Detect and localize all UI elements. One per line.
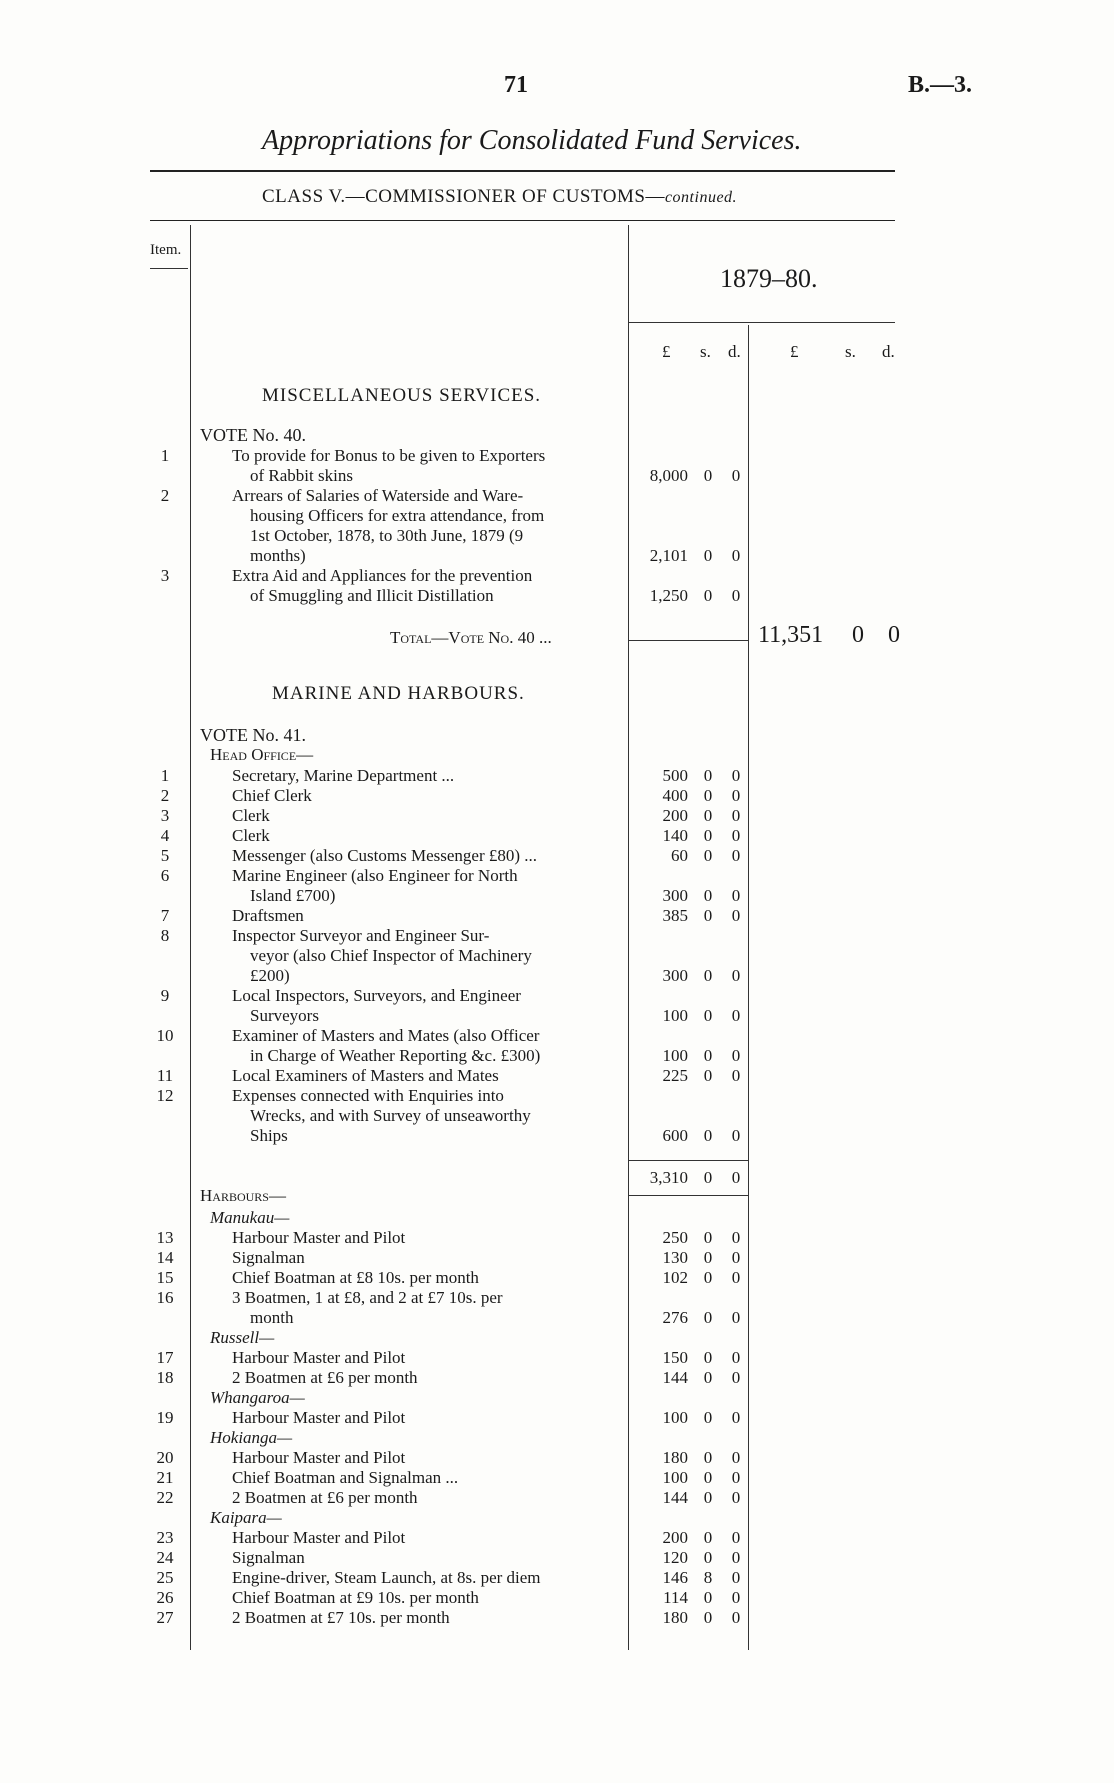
amount-pounds: 180: [662, 1608, 688, 1627]
amount-pounds: 150: [662, 1348, 688, 1367]
item-number: 9: [160, 986, 170, 1005]
item-number: 8: [160, 926, 170, 945]
amount-shillings: 0: [703, 1448, 713, 1467]
amount-pounds: 146: [662, 1568, 688, 1587]
amount-pounds: 8,000: [649, 466, 688, 485]
document-page: 71 B.—3. Appropriations for Consolidated Fund Services. CLASS V.—COMMISSIONER OF CUSTOMS—continued. Item. 1879–80. £ s. d. £ s. d. MISCELLANEOUS SERVICES. VOTE No. 40. 1 To provide for Bonus to be given to Exporters of Rabbit skins 8,000 0 0 2 Arrears of Salaries of Waterside and Ware- housing Officers for extra attendance, from 1st October, 1878, to 30th June, 1879 (9 months) 2,101 0 0 3 Extra Aid and Appliances for the prevention of Smuggling and Illicit Distillation 1,250 0 0 Total—Vote No. 40 ... 11,351 0 0 MARINE AND HARBOURS. VOTE No. 41. Head Office— 1 Secretary, Marine Department ... 500 0 0 2 Chief Clerk 400 0 0 3 Clerk 200 0 0 4 Clerk 140 0 0 5 Messenger (also Customs Messenger £80) ... 60 0 0 6 Marine Engineer (also Engineer for North Island £700) 300 0 0 7 Draftsmen 385 0 0 8 Inspector Surveyor and Engineer Sur- veyor (also Chief Inspector of Machinery £200) 300 0 0 9 Local Inspectors, Surveyors, and Engineer Surveyors 100 0 0 10 Examiner of Masters and Mates (also Officer in Charge of Weather Reporting &c. £300) 100 0 0 11 Local Examiners of Masters and Mates 225 0 0 12 Expenses connected with Enquiries into Wrecks, and with Survey of unseaworthy Ships 600 0 0 3,310 0 0 Harbours— Manukau— 13 Harbour Master and Pilot 250 0 0 14 Signalman 130 0 0 15 Chief Boatman at £8 10s. per month 102 0 0 16 3 Boatmen, 1 at £8, and 2 at £7 10s. per month 276 0 0 Russell— 17 Harbour Master and Pilot 150 0 0 18 2 Boatmen at £6 per month 144 0 0 Whangaroa— 19 Harbour Master and Pilot 100 0 0 Hokianga— 20 Harbour Master and Pilot 180 0 0 21 Chief Boatman and Signalman ... 100 0 0 22 2 Boatmen at £6 per month 144 0 0 Kaipara— 23 Harbour Master and Pilot 200 0 0 24 Signalman 120 0 0 25 Engine-driver, Steam Launch, at 8s. per diem 146 8 0 26 Chief Boatman at £9 10s. per month 114 0 0 27 2 Boatmen at £7 10s. per month 180 0 0: [0, 0, 1114, 1783]
amount-pounds: 180: [662, 1448, 688, 1467]
amount-pence: 0: [731, 1248, 741, 1267]
amount-pounds: 144: [662, 1488, 688, 1507]
amount-pence: 0: [731, 1066, 741, 1085]
amount-shillings: 8: [703, 1568, 713, 1587]
item-description: Local Examiners of Masters and Mates: [232, 1066, 499, 1085]
item-description: Chief Clerk: [232, 786, 312, 805]
amount-pounds: 102: [662, 1268, 688, 1287]
item-description: in Charge of Weather Reporting &c. £300): [250, 1046, 541, 1065]
item-number: 24: [156, 1548, 174, 1567]
item-description: Arrears of Salaries of Waterside and Ware-: [232, 486, 524, 505]
amount-shillings: 0: [703, 1588, 713, 1607]
item-number: 21: [156, 1468, 174, 1487]
amount-pounds: 100: [662, 1046, 688, 1065]
amount-pence: 0: [731, 1408, 741, 1427]
year-heading: 1879–80.: [720, 264, 818, 293]
amount-pence: 0: [731, 826, 741, 845]
misc-section-title: MISCELLANEOUS SERVICES.: [262, 385, 542, 406]
item-description: 1st October, 1878, to 30th June, 1879 (9: [250, 526, 524, 545]
item-description: of Smuggling and Illicit Distillation: [250, 586, 494, 605]
amount-pounds: 60: [671, 846, 688, 865]
item-number: 23: [156, 1528, 174, 1547]
amount-pounds: 130: [662, 1248, 688, 1267]
item-description: Messenger (also Customs Messenger £80) ...: [232, 846, 538, 865]
amount-shillings: 0: [703, 1408, 713, 1427]
item-number: 3: [160, 566, 170, 585]
item-number: 18: [156, 1368, 174, 1387]
amount-pence: 0: [731, 1528, 741, 1547]
item-column-header: Item.: [150, 242, 182, 258]
amount-shillings: 0: [703, 546, 713, 565]
item-description: Signalman: [232, 1248, 305, 1267]
item-number: 17: [156, 1348, 174, 1367]
head-office-rule-top: [628, 1160, 748, 1161]
item-number: 12: [156, 1086, 174, 1105]
item-number: 15: [156, 1268, 174, 1287]
amount-pounds: 200: [662, 806, 688, 825]
page-number: 71: [504, 72, 528, 98]
top-rule: [150, 170, 895, 172]
item-number: 25: [156, 1568, 174, 1587]
amount-pence: 0: [731, 1228, 741, 1247]
harbour-place-heading: Manukau—: [210, 1208, 290, 1227]
amount-shillings: 0: [703, 1488, 713, 1507]
amount-shillings: 0: [703, 1248, 713, 1267]
year-underline: [628, 322, 895, 323]
amount-pounds: 140: [662, 826, 688, 845]
class-heading: CLASS V.—COMMISSIONER OF CUSTOMS—continued.: [262, 186, 738, 207]
amount-pence: 0: [731, 546, 741, 565]
header-rule: [150, 220, 895, 221]
amount-pence: 0: [731, 1468, 741, 1487]
amount-pence: 0: [731, 766, 741, 785]
item-number: 27: [156, 1608, 174, 1627]
misc-total-pence: 0: [888, 622, 900, 648]
amount-pence: 0: [731, 1348, 741, 1367]
amount-pence: 0: [731, 1488, 741, 1507]
amount-pounds: 100: [662, 1408, 688, 1427]
item-description: 3 Boatmen, 1 at £8, and 2 at £7 10s. per: [232, 1288, 503, 1307]
item-description: Clerk: [232, 826, 270, 845]
item-description: veyor (also Chief Inspector of Machinery: [250, 946, 532, 965]
amount-pence: 0: [731, 786, 741, 805]
amount-pounds: 114: [663, 1588, 688, 1607]
page-title: Appropriations for Consolidated Fund Services.: [262, 125, 802, 156]
amount-shillings: 0: [703, 1468, 713, 1487]
amount-pence: 0: [731, 1126, 741, 1145]
amount-pounds: 600: [662, 1126, 688, 1145]
item-number: 1: [160, 766, 170, 785]
amount-pence: 0: [731, 1268, 741, 1287]
item-description: 2 Boatmen at £6 per month: [232, 1488, 418, 1507]
harbour-place-heading: Hokianga—: [210, 1428, 293, 1447]
amount-pence: 0: [731, 1588, 741, 1607]
item-description: of Rabbit skins: [250, 466, 353, 485]
amount-pounds: 100: [662, 1006, 688, 1025]
item-description: Expenses connected with Enquiries into: [232, 1086, 504, 1105]
amount-shillings: 0: [703, 1126, 713, 1145]
item-number: 11: [156, 1066, 174, 1085]
amount-pounds: 120: [662, 1548, 688, 1567]
shilling-header-2: s.: [845, 342, 856, 361]
item-description: Marine Engineer (also Engineer for North: [232, 866, 518, 885]
amount-pence: 0: [731, 586, 741, 605]
amount-pence: 0: [731, 906, 741, 925]
item-description: Local Inspectors, Surveyors, and Engineer: [232, 986, 521, 1005]
amount-pounds: 225: [662, 1066, 688, 1085]
marine-vote-heading: VOTE No. 41.: [200, 725, 306, 745]
item-description: 2 Boatmen at £6 per month: [232, 1368, 418, 1387]
amount-pence: 0: [731, 1568, 741, 1587]
item-number: 2: [160, 486, 170, 505]
amount-pence: 0: [731, 466, 741, 485]
amount-pounds: 200: [662, 1528, 688, 1547]
item-description: Examiner of Masters and Mates (also Officer: [232, 1026, 540, 1045]
item-description: Chief Boatman and Signalman ...: [232, 1468, 459, 1487]
harbour-place-heading: Kaipara—: [210, 1508, 282, 1527]
amount-pence: 0: [731, 1308, 741, 1327]
amount-shillings: 0: [703, 466, 713, 485]
amount-pounds: 400: [662, 786, 688, 805]
harbour-place-heading: Russell—: [210, 1328, 275, 1347]
amount-column-divider: [628, 225, 629, 1650]
amount-shillings: 0: [703, 586, 713, 605]
shilling-header-1: s.: [700, 342, 711, 361]
item-number: 10: [156, 1026, 174, 1045]
amount-shillings: 0: [703, 1608, 713, 1627]
amount-shillings: 0: [703, 1228, 713, 1247]
amount-pence: 0: [731, 1368, 741, 1387]
item-description: Inspector Surveyor and Engineer Sur-: [232, 926, 490, 945]
item-number: 2: [160, 786, 170, 805]
amount-pounds: 2,101: [649, 546, 688, 565]
item-number: 1: [160, 446, 170, 465]
item-description: Harbour Master and Pilot: [232, 1448, 406, 1467]
head-office-heading: Head Office—: [210, 745, 314, 764]
amount-pence: 0: [731, 1006, 741, 1025]
harbours-heading: Harbours—: [200, 1186, 286, 1205]
amount-shillings: 0: [703, 826, 713, 845]
amount-pounds: 100: [662, 1468, 688, 1487]
item-description: 2 Boatmen at £7 10s. per month: [232, 1608, 450, 1627]
document-code: B.—3.: [908, 72, 973, 98]
amount-shillings: 0: [703, 906, 713, 925]
amount-shillings: 0: [703, 806, 713, 825]
amount-shillings: 0: [703, 1368, 713, 1387]
head-office-rule-bottom: [628, 1195, 748, 1196]
item-description: Ships: [250, 1126, 288, 1145]
marine-section-title: MARINE AND HARBOURS.: [272, 683, 525, 704]
item-description: Chief Boatman at £9 10s. per month: [232, 1588, 479, 1607]
amount-pence: 0: [731, 1046, 741, 1065]
item-description: Engine-driver, Steam Launch, at 8s. per diem: [232, 1568, 541, 1587]
amount-pence: 0: [731, 886, 741, 905]
item-number: 4: [160, 826, 170, 845]
item-number: 5: [160, 846, 170, 865]
amount-shillings: 0: [703, 1066, 713, 1085]
item-number: 7: [160, 906, 170, 925]
amount-pence: 0: [731, 1448, 741, 1467]
item-description: housing Officers for extra attendance, from: [250, 506, 545, 525]
amount-shillings: 0: [703, 766, 713, 785]
item-description: To provide for Bonus to be given to Exporters: [232, 446, 546, 465]
item-description: Surveyors: [250, 1006, 319, 1025]
amount-shillings: 0: [703, 846, 713, 865]
misc-vote-heading: VOTE No. 40.: [200, 425, 306, 445]
amount-shillings: 0: [703, 1528, 713, 1547]
item-number: 22: [156, 1488, 174, 1507]
pound-header-1: £: [662, 342, 671, 361]
item-description: Signalman: [232, 1548, 305, 1567]
amount-pounds: 385: [662, 906, 688, 925]
misc-total-pounds: 11,351: [758, 622, 824, 648]
misc-total-rule: [628, 640, 748, 641]
item-description: Draftsmen: [232, 906, 304, 925]
pence-header-1: d.: [728, 342, 741, 361]
item-description: Wrecks, and with Survey of unseaworthy: [250, 1106, 531, 1125]
amount-pounds: 250: [662, 1228, 688, 1247]
item-header-underline: [150, 268, 188, 269]
amount-pounds: 500: [662, 766, 688, 785]
subtotal-column-divider: [748, 325, 749, 1650]
item-number: 14: [156, 1248, 174, 1267]
amount-shillings: 0: [703, 1268, 713, 1287]
amount-pence: 0: [731, 966, 741, 985]
item-description: month: [250, 1308, 294, 1327]
amount-shillings: 0: [703, 1006, 713, 1025]
item-number: 26: [156, 1588, 174, 1607]
amount-shillings: 0: [703, 1348, 713, 1367]
amount-shillings: 0: [703, 1308, 713, 1327]
item-description: Harbour Master and Pilot: [232, 1348, 406, 1367]
item-description: Clerk: [232, 806, 270, 825]
item-number: 20: [156, 1448, 174, 1467]
pound-header-2: £: [790, 342, 799, 361]
amount-shillings: 0: [703, 886, 713, 905]
amount-shillings: 0: [703, 1046, 713, 1065]
amount-pounds: 1,250: [649, 586, 688, 605]
harbour-place-heading: Whangaroa—: [210, 1388, 305, 1407]
amount-pence: 0: [731, 806, 741, 825]
amount-shillings: 0: [703, 1548, 713, 1567]
amount-pence: 0: [731, 1548, 741, 1567]
item-number: 3: [160, 806, 170, 825]
amount-shillings: 0: [703, 786, 713, 805]
amount-pounds: 300: [662, 886, 688, 905]
item-number: 6: [160, 866, 170, 885]
amount-pence: 0: [731, 1608, 741, 1627]
pence-header-2: d.: [882, 342, 895, 361]
amount-pounds: 144: [662, 1368, 688, 1387]
item-description: £200): [250, 966, 290, 985]
item-description: Secretary, Marine Department ...: [232, 766, 455, 785]
item-description: Extra Aid and Appliances for the prevention: [232, 566, 533, 585]
amount-pence: 0: [731, 846, 741, 865]
item-column-divider: [190, 225, 191, 1650]
item-description: Harbour Master and Pilot: [232, 1528, 406, 1547]
misc-total-label: Total—Vote No. 40 ...: [390, 628, 552, 647]
item-description: Island £700): [250, 886, 336, 905]
item-number: 16: [156, 1288, 174, 1307]
item-description: months): [250, 546, 306, 565]
item-description: Chief Boatman at £8 10s. per month: [232, 1268, 479, 1287]
amount-pounds: 300: [662, 966, 688, 985]
item-description: Harbour Master and Pilot: [232, 1408, 406, 1427]
amount-shillings: 0: [703, 966, 713, 985]
amount-pounds: 276: [662, 1308, 688, 1327]
item-number: 13: [156, 1228, 174, 1247]
misc-total-shillings: 0: [852, 622, 864, 648]
item-number: 19: [156, 1408, 174, 1427]
item-description: Harbour Master and Pilot: [232, 1228, 406, 1247]
